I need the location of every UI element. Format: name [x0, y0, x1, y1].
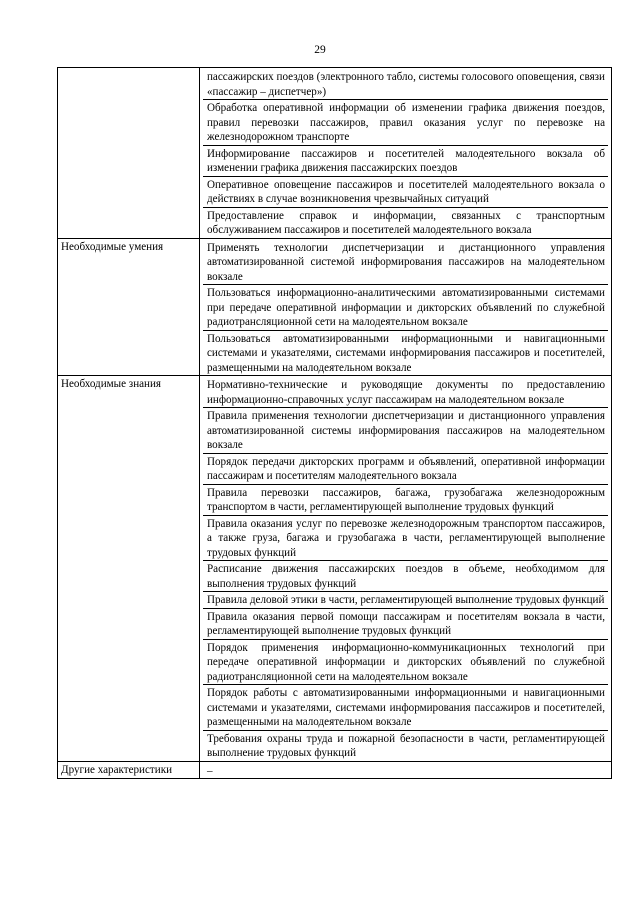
table-row [58, 238, 612, 376]
table-cell: Обработка оперативной информации об изменении графика движения поездов, правил перевозки пассажиров, правил оказания услуг по перевозке на железнодорожном транспорте [203, 100, 608, 146]
table-cell: Расписание движения пассажирских поездов в объеме, необходимом для выполнения трудовых функций [203, 561, 608, 592]
table-cell: пассажирских поездов (электронного табло, системы голосового оповещения, связи «пассажир – диспетчер») [203, 69, 608, 100]
row-label [58, 68, 200, 239]
table-row [58, 761, 612, 779]
table-cell: Правила перевозки пассажиров, багажа, грузобагажа железнодорожным транспортом в части, регламентирующей выполнение трудовых функций [203, 485, 608, 516]
table-cell: Порядок работы с автоматизированными информационными и навигационными системами и указателями, системами информирования пассажиров и посетителей, размещенными на малодеятельном вокзале [203, 685, 608, 731]
row-label: Другие характеристики [58, 761, 200, 779]
table-cell: Правила деловой этики в части, регламентирующей выполнение трудовых функций [203, 592, 608, 609]
page-number: 29 [314, 44, 326, 56]
table-cell: Порядок передачи дикторских программ и объявлений, оперативной информации пассажирам и посетителям малодеятельного вокзала [203, 454, 608, 485]
table-row [58, 376, 612, 762]
table-cell: Требования охраны труда и пожарной безопасности в части, регламентирующей выполнение трудовых функций [207, 732, 605, 759]
table-cell: Правила оказания услуг по перевозке железнодорожным транспортом пассажиров, а также груза, багажа и грузобагажа в части, регламентирующей выполнение трудовых функций [203, 516, 608, 562]
table-cell: – [207, 764, 213, 777]
row-content [200, 238, 612, 376]
table-cell: Пользоваться автоматизированными информационными и навигационными системами и указателями, системами информирования пассажиров и посетителей, размещенными на малодеятельном вокзале [207, 332, 605, 374]
row-content [200, 761, 612, 779]
characteristics-table [57, 67, 612, 779]
table-cell: Порядок применения информационно-коммуникационных технологий при передаче оперативной информации и дикторских объявлений по служебной радиотрансляционной сети на малодеятельном вокзале [203, 640, 608, 686]
table-cell: Применять технологии диспетчеризации и дистанционного управления автоматизированной системой информирования пассажиров на малодеятельном вокзале [203, 240, 608, 286]
table-cell: Предоставление справок и информации, связанных с транспортным обслуживанием пассажиров и посетителей малодеятельного вокзала [207, 209, 605, 236]
table-cell: Пользоваться информационно-аналитическими автоматизированными системами при передаче оперативной информации и дикторских объявлений по служебной радиотрансляционной сети на малодеятельном вокзале [203, 285, 608, 331]
table-cell: Правила оказания первой помощи пассажирам и посетителям вокзала в части, регламентирующей выполнение трудовых функций [203, 609, 608, 640]
table-cell: Оперативное оповещение пассажиров и посетителей малодеятельного вокзала о действиях в случае возникновения чрезвычайных ситуаций [203, 177, 608, 208]
row-content [200, 376, 612, 762]
row-content [200, 68, 612, 239]
table-cell: Правила применения технологии диспетчеризации и дистанционного управления автоматизированной системы информирования пассажиров на малодеятельном вокзале [203, 408, 608, 454]
table-row [58, 68, 612, 239]
table-cell: Нормативно-технические и руководящие документы по предоставлению информационно-справочных услуг пассажирам на малодеятельном вокзале [203, 377, 608, 408]
table-cell: Информирование пассажиров и посетителей малодеятельного вокзала об изменении графика движения пассажирских поездов [203, 146, 608, 177]
row-label: Необходимые знания [58, 376, 200, 762]
row-label: Необходимые умения [58, 238, 200, 376]
